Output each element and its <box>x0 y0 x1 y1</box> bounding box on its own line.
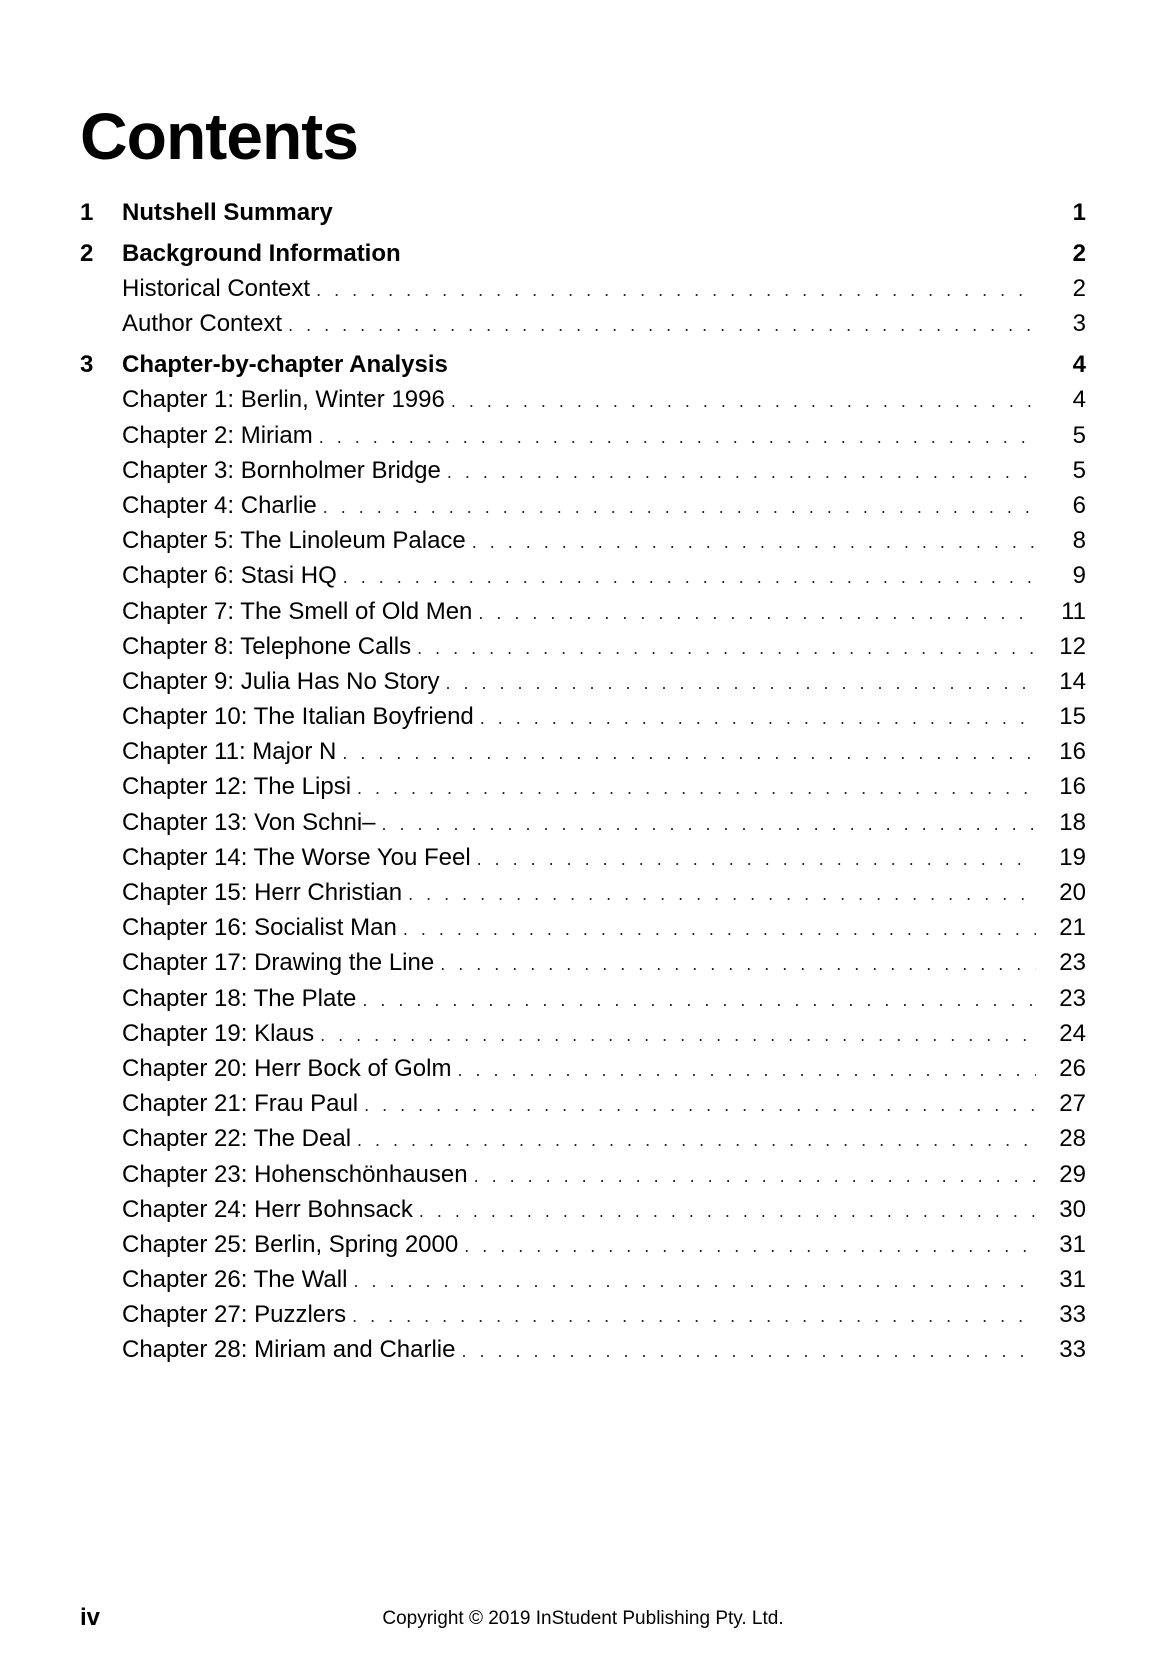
entry-page-number: 3 <box>1072 310 1086 338</box>
dot-leader <box>447 455 1036 490</box>
toc-entry[interactable] <box>80 734 1086 769</box>
dot-leader <box>472 525 1036 560</box>
entry-title: Chapter 26: The Wall <box>122 1266 348 1294</box>
toc-entry[interactable] <box>80 910 1086 945</box>
entry-page-number: 31 <box>1059 1230 1086 1258</box>
entry-title: Chapter 2: Miriam <box>122 421 313 449</box>
dot-leader <box>457 1053 1036 1088</box>
entry-page-number: 21 <box>1059 914 1086 942</box>
toc-entry[interactable] <box>80 840 1086 875</box>
dot-leader <box>440 947 1036 982</box>
toc-entry[interactable] <box>80 1086 1086 1121</box>
toc-entry[interactable] <box>80 488 1086 523</box>
section-page-number: 4 <box>1072 351 1086 379</box>
section-title: Background Information <box>122 240 401 267</box>
toc-entry[interactable] <box>80 306 1086 341</box>
toc-entry[interactable] <box>80 664 1086 699</box>
section-page-number: 1 <box>1072 199 1086 226</box>
dot-leader <box>417 631 1036 666</box>
toc-entry[interactable] <box>80 453 1086 488</box>
section-number: 3 <box>80 351 94 379</box>
toc-entry[interactable] <box>80 699 1086 734</box>
entry-page-number: 23 <box>1059 984 1086 1012</box>
entry-page-number: 16 <box>1059 738 1086 766</box>
entry-title: Chapter 19: Klaus <box>122 1019 315 1047</box>
entry-page-number: 23 <box>1059 949 1086 977</box>
entry-title: Historical Context <box>122 275 311 302</box>
dot-leader <box>364 1088 1036 1123</box>
entry-title: Chapter 22: The Deal <box>122 1125 352 1153</box>
entry-title: Chapter 5: The Linoleum Palace <box>122 527 466 555</box>
entry-page-number: 15 <box>1059 703 1086 731</box>
toc-entry[interactable] <box>80 805 1086 840</box>
dot-leader <box>461 1334 1036 1369</box>
entry-page-number: 11 <box>1061 597 1086 625</box>
toc-entry[interactable] <box>80 523 1086 558</box>
toc-section[interactable] <box>80 348 1086 382</box>
entry-page-number: 30 <box>1059 1195 1086 1223</box>
entry-page-number: 33 <box>1059 1301 1086 1329</box>
toc-entry[interactable] <box>80 875 1086 910</box>
toc-entry[interactable] <box>80 1121 1086 1156</box>
entry-page-number: 5 <box>1072 421 1086 449</box>
dot-leader <box>464 1229 1036 1264</box>
entry-title: Chapter 6: Stasi HQ <box>122 562 337 590</box>
table-of-contents <box>80 196 1086 1368</box>
dot-leader <box>357 1123 1036 1158</box>
entry-page-number: 6 <box>1072 491 1086 519</box>
dot-leader <box>342 736 1036 771</box>
entry-title: Chapter 27: Puzzlers <box>122 1301 347 1329</box>
toc-entry[interactable] <box>80 1051 1086 1086</box>
toc-entry[interactable] <box>80 1262 1086 1297</box>
entry-title: Chapter 21: Frau Paul <box>122 1090 359 1118</box>
toc-entry[interactable] <box>80 1297 1086 1332</box>
entry-title: Chapter 1: Berlin, Winter 1996 <box>122 386 445 414</box>
dot-leader <box>353 1264 1036 1299</box>
entry-page-number: 19 <box>1059 843 1086 871</box>
entry-title: Chapter 14: The Worse You Feel <box>122 843 471 871</box>
dot-leader <box>474 1159 1036 1194</box>
entry-title: Chapter 23: Hohenschönhausen <box>122 1160 468 1188</box>
entry-page-number: 2 <box>1072 275 1086 302</box>
page-title: Contents <box>80 99 358 173</box>
dot-leader <box>477 842 1036 877</box>
entry-page-number: 24 <box>1059 1019 1086 1047</box>
footer-page-number: iv <box>80 1604 101 1631</box>
entry-title: Chapter 20: Herr Bock of Golm <box>122 1054 452 1082</box>
dot-leader <box>288 308 1036 343</box>
entry-title: Author Context <box>122 310 283 338</box>
toc-entry[interactable] <box>80 629 1086 664</box>
entry-title: Chapter 17: Drawing the Line <box>122 949 435 977</box>
entry-page-number: 12 <box>1059 632 1086 660</box>
entry-title: Chapter 3: Bornholmer Bridge <box>122 456 441 484</box>
entry-title: Chapter 8: Telephone Calls <box>122 632 412 660</box>
dot-leader <box>323 490 1036 525</box>
entry-page-number: 27 <box>1059 1090 1086 1118</box>
toc-entry[interactable] <box>80 1016 1086 1051</box>
entry-title: Chapter 10: The Italian Boyfriend <box>122 703 474 731</box>
toc-entry[interactable] <box>80 594 1086 629</box>
entry-title: Chapter 15: Herr Christian <box>122 879 403 906</box>
entry-page-number: 16 <box>1059 773 1086 801</box>
entry-title: Chapter 11: Major N <box>122 738 337 766</box>
section-page-number: 2 <box>1072 240 1086 267</box>
toc-entry[interactable] <box>80 945 1086 980</box>
entry-title: Chapter 16: Socialist Man <box>122 914 397 942</box>
entry-page-number: 26 <box>1059 1054 1086 1082</box>
dot-leader <box>478 596 1036 631</box>
section-title: Chapter-by-chapter Analysis <box>122 351 448 379</box>
toc-entry[interactable] <box>80 1227 1086 1262</box>
dot-leader <box>480 701 1036 736</box>
toc-entry[interactable] <box>80 1192 1086 1227</box>
dot-leader <box>362 983 1036 1018</box>
entry-page-number: 5 <box>1072 456 1086 484</box>
dot-leader <box>445 666 1036 701</box>
section-title: Nutshell Summary <box>122 199 333 226</box>
section-number: 1 <box>80 199 94 226</box>
toc-section[interactable] <box>80 237 1086 271</box>
toc-section[interactable] <box>80 196 1086 230</box>
entry-page-number: 33 <box>1059 1336 1086 1364</box>
entry-page-number: 18 <box>1059 808 1086 836</box>
entry-title: Chapter 24: Herr Bohnsack <box>122 1195 413 1223</box>
entry-title: Chapter 12: The Lipsi <box>122 773 352 801</box>
entry-title: Chapter 28: Miriam and Charlie <box>122 1336 456 1364</box>
section-number: 2 <box>80 240 94 267</box>
entry-page-number: 20 <box>1059 879 1086 906</box>
toc-entry[interactable] <box>80 382 1086 417</box>
toc-entry[interactable] <box>80 1332 1086 1367</box>
entry-page-number: 29 <box>1059 1160 1086 1188</box>
toc-entry[interactable] <box>80 418 1086 453</box>
dot-leader <box>352 1299 1036 1334</box>
entry-page-number: 28 <box>1059 1125 1086 1153</box>
dot-leader <box>319 420 1036 455</box>
footer-copyright: Copyright © 2019 InStudent Publishing Pty. Ltd. <box>382 1608 784 1629</box>
dot-leader <box>382 807 1036 842</box>
dot-leader <box>403 912 1036 947</box>
dot-leader <box>419 1194 1036 1229</box>
entry-page-number: 4 <box>1072 386 1086 414</box>
dot-leader <box>320 1018 1036 1053</box>
entry-title: Chapter 25: Berlin, Spring 2000 <box>122 1230 459 1258</box>
entry-page-number: 9 <box>1072 562 1086 590</box>
dot-leader <box>316 273 1036 308</box>
toc-entry[interactable] <box>80 558 1086 593</box>
entry-page-number: 31 <box>1059 1266 1086 1294</box>
entry-title: Chapter 9: Julia Has No Story <box>122 667 440 695</box>
entry-title: Chapter 4: Charlie <box>122 491 317 519</box>
toc-entry[interactable] <box>80 769 1086 804</box>
entry-title: Chapter 7: The Smell of Old Men <box>122 597 473 625</box>
entry-page-number: 14 <box>1059 667 1086 695</box>
entry-title: Chapter 18: The Plate <box>122 984 357 1012</box>
dot-leader <box>451 384 1036 419</box>
entry-title: Chapter 13: Von Schni– <box>122 808 376 836</box>
toc-entry[interactable] <box>80 981 1086 1016</box>
toc-entry[interactable] <box>80 271 1086 306</box>
dot-leader <box>408 877 1036 912</box>
dot-leader <box>357 771 1036 806</box>
toc-entry[interactable] <box>80 1157 1086 1192</box>
entry-page-number: 8 <box>1072 527 1086 555</box>
dot-leader <box>343 560 1036 595</box>
